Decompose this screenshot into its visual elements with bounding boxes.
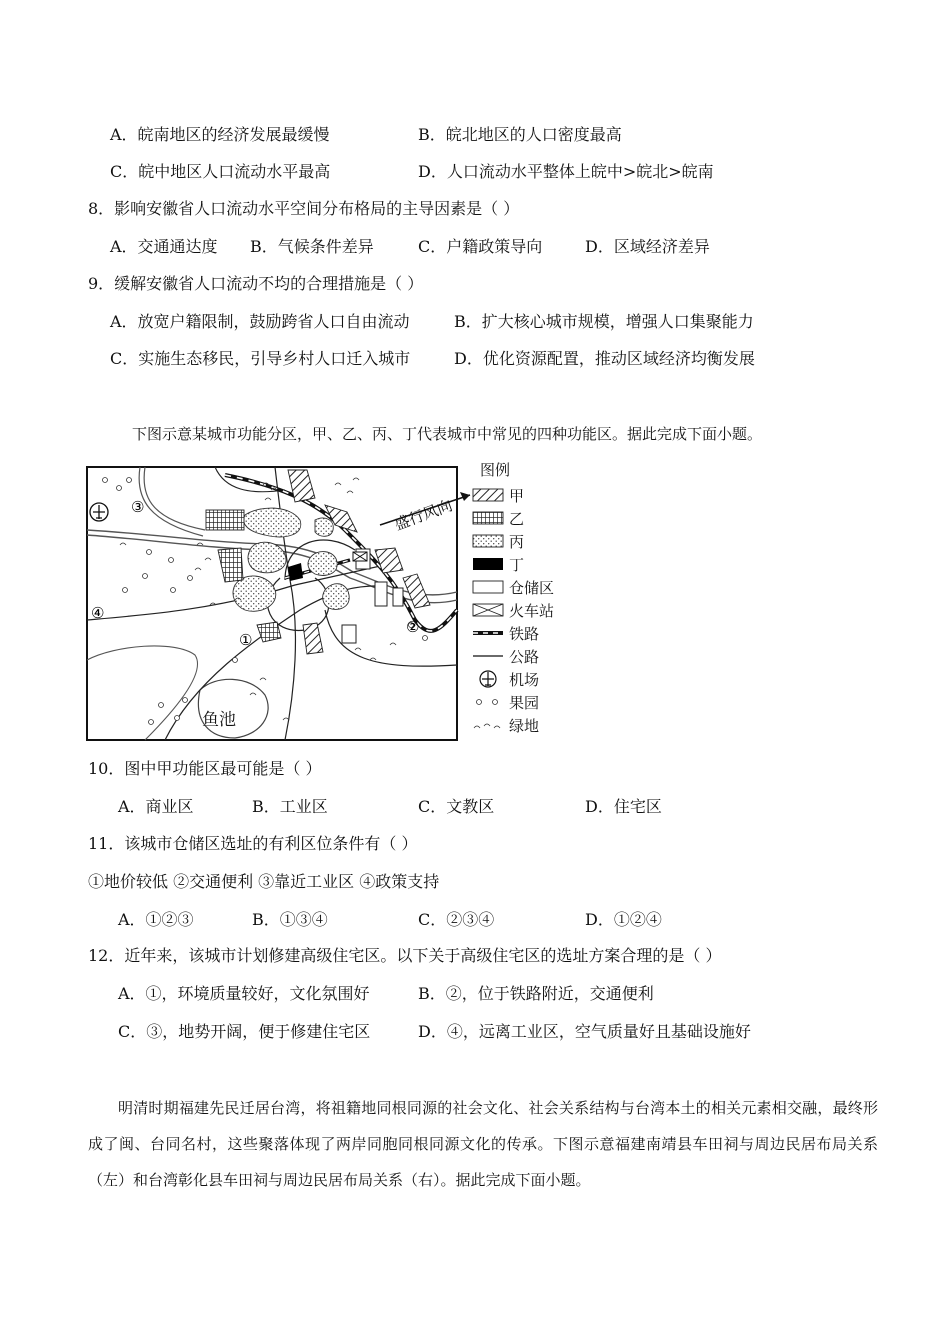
q7-option-c: C．皖中地区人口流动水平最高	[110, 162, 331, 181]
fish-pond-label: 鱼池	[202, 710, 236, 730]
q8-option-a: A．交通通达度	[110, 237, 218, 256]
legend-label-station: 火车站	[509, 602, 555, 620]
legend-swatch-storage	[473, 581, 503, 593]
site-marker-4: ④	[91, 604, 105, 622]
q7-option-b: B．皖北地区的人口密度最高	[418, 125, 622, 144]
legend-label-orchard: 果园	[509, 694, 540, 712]
q12-stem: 12．近年来，该城市计划修建高级住宅区。以下关于高级住宅区的选址方案合理的是（ ）	[88, 946, 722, 965]
airport-marker	[90, 503, 108, 521]
q8-option-d: D．区域经济差异	[585, 237, 710, 256]
map-legend	[473, 461, 554, 735]
q9-option-b: B．扩大核心城市规模，增强人口集聚能力	[454, 312, 754, 331]
legend-swatch-greenland	[474, 724, 500, 728]
site-marker-2: ②	[406, 618, 420, 636]
q11-conditions: ①地价较低 ②交通便利 ③靠近工业区 ④政策支持	[88, 872, 440, 891]
legend-swatch-jia	[473, 489, 503, 501]
q8-option-b: B．气候条件差异	[250, 237, 374, 256]
q7-option-a: A．皖南地区的经济发展最缓慢	[110, 125, 330, 144]
legend-label-yi: 乙	[509, 510, 525, 528]
city-function-map	[85, 460, 565, 745]
legend-label-ding: 丁	[509, 556, 525, 574]
legend-label-greenland: 绿地	[509, 717, 540, 735]
q7-option-d: D．人口流动水平整体上皖中>皖北>皖南	[418, 162, 714, 181]
wind-label: 盛行风向	[392, 496, 455, 534]
q11-option-b: B．①③④	[252, 910, 328, 929]
legend-swatch-ding	[473, 558, 503, 570]
q10-stem: 10．图中甲功能区最可能是（ ）	[88, 759, 322, 778]
q10-option-b: B．工业区	[252, 797, 328, 816]
fujian-taiwan-intro: 明清时期福建先民迁居台湾，将祖籍地同根同源的社会文化、社会关系结构与台湾本土的相关元素相交融，最终形成了闽、台同名村，这些聚落体现了两岸同胞同根同源文化的传承。下图示意福建南靖县车田祠与周边民居布局关系（左）和台湾彰化县车田祠与周边民居布局关系（右）。据此完成下面小题。	[88, 1099, 878, 1189]
legend-label-railway: 铁路	[509, 625, 540, 643]
q8-option-c: C．户籍政策导向	[418, 237, 543, 256]
legend-swatch-yi	[473, 512, 503, 524]
legend-title: 图例	[480, 461, 511, 479]
legend-swatch-airport	[480, 671, 496, 687]
q11-option-c: C．②③④	[418, 910, 495, 929]
legend-swatch-orchard	[477, 700, 498, 705]
q11-option-a: A．①②③	[118, 910, 194, 929]
legend-label-airport: 机场	[509, 671, 540, 689]
q11-option-d: D．①②④	[585, 910, 662, 929]
train-station-marker	[353, 552, 367, 561]
q12-option-c: C．③，地势开阔，便于修建住宅区	[118, 1022, 371, 1041]
q8-stem: 8．影响安徽省人口流动水平空间分布格局的主导因素是（ ）	[88, 199, 520, 218]
q9-option-c: C．实施生态移民，引导乡村人口迁入城市	[110, 349, 411, 368]
legend-label-bing: 丙	[509, 533, 525, 551]
site-marker-3: ③	[131, 498, 145, 516]
legend-swatch-station	[473, 604, 503, 616]
legend-label-road: 公路	[509, 648, 540, 666]
q10-option-a: A．商业区	[118, 797, 194, 816]
q9-stem: 9．缓解安徽省人口流动不均的合理措施是（ ）	[88, 274, 424, 293]
zone-yi	[206, 510, 244, 530]
q9-option-a: A．放宽户籍限制，鼓励跨省人口自由流动	[110, 312, 410, 331]
q10-option-c: C．文教区	[418, 797, 495, 816]
legend-swatch-bing	[473, 535, 503, 547]
q11-stem: 11．该城市仓储区选址的有利区位条件有（ ）	[88, 834, 418, 853]
q10-option-d: D．住宅区	[585, 797, 662, 816]
site-marker-1: ①	[239, 631, 253, 649]
legend-label-storage: 仓储区	[509, 579, 555, 597]
q12-option-d: D．④，远离工业区，空气质量好且基础设施好	[418, 1022, 751, 1041]
legend-label-jia: 甲	[509, 487, 525, 505]
q12-option-b: B．②，位于铁路附近，交通便利	[418, 984, 654, 1003]
q12-option-a: A．①，环境质量较好，文化氛围好	[118, 984, 370, 1003]
city-map-intro: 下图示意某城市功能分区，甲、乙、丙、丁代表城市中常见的四种功能区。据此完成下面小题。	[132, 425, 763, 443]
q9-option-d: D．优化资源配置，推动区域经济均衡发展	[454, 349, 755, 368]
